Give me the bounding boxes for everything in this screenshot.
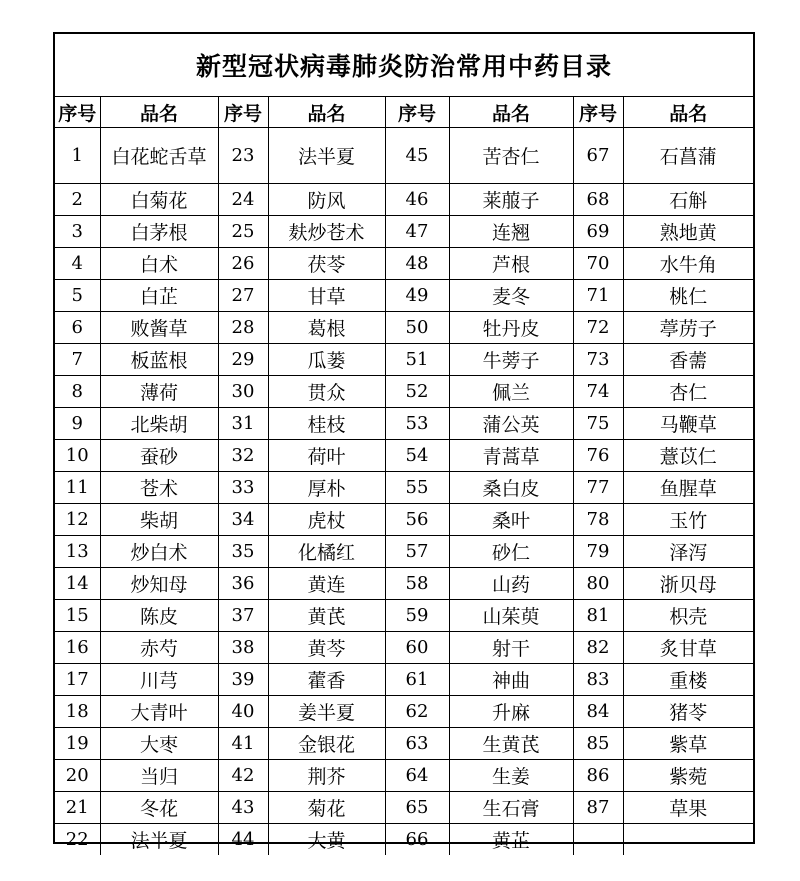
item-number: 81 (573, 600, 623, 632)
medicine-name: 薏苡仁 (623, 440, 753, 472)
item-number: 53 (385, 408, 449, 440)
medicine-name: 败酱草 (100, 312, 218, 344)
item-number: 83 (573, 664, 623, 696)
item-number (573, 824, 623, 856)
item-number: 22 (55, 824, 100, 856)
medicine-name: 猪苓 (623, 696, 753, 728)
medicine-name: 姜半夏 (268, 696, 385, 728)
item-number: 41 (218, 728, 268, 760)
medicine-name: 白花蛇舌草 (100, 128, 218, 184)
medicine-name: 鱼腥草 (623, 472, 753, 504)
table-row (55, 760, 753, 792)
header-name: 品名 (623, 97, 753, 128)
item-number: 42 (218, 760, 268, 792)
medicine-name: 菊花 (268, 792, 385, 824)
medicine-name: 黄芷 (449, 824, 573, 856)
item-number: 64 (385, 760, 449, 792)
table-row (55, 376, 753, 408)
medicine-name: 苍术 (100, 472, 218, 504)
medicine-name: 川芎 (100, 664, 218, 696)
medicine-name: 藿香 (268, 664, 385, 696)
item-number: 18 (55, 696, 100, 728)
medicine-name: 枳壳 (623, 600, 753, 632)
medicine-name: 当归 (100, 760, 218, 792)
item-number: 33 (218, 472, 268, 504)
medicine-name: 炒知母 (100, 568, 218, 600)
medicine-name: 生黄芪 (449, 728, 573, 760)
item-number: 19 (55, 728, 100, 760)
item-number: 29 (218, 344, 268, 376)
medicine-name: 葶苈子 (623, 312, 753, 344)
medicine-name: 赤芍 (100, 632, 218, 664)
item-number: 26 (218, 248, 268, 280)
item-number: 87 (573, 792, 623, 824)
medicine-name: 荆芥 (268, 760, 385, 792)
item-number: 62 (385, 696, 449, 728)
table-row (55, 128, 753, 184)
medicine-name: 北柴胡 (100, 408, 218, 440)
medicine-name: 黄连 (268, 568, 385, 600)
item-number: 10 (55, 440, 100, 472)
medicine-name: 炙甘草 (623, 632, 753, 664)
medicine-name: 玉竹 (623, 504, 753, 536)
item-number: 49 (385, 280, 449, 312)
table-row (55, 568, 753, 600)
item-number: 44 (218, 824, 268, 856)
item-number: 23 (218, 128, 268, 184)
medicine-name: 大青叶 (100, 696, 218, 728)
item-number: 3 (55, 216, 100, 248)
medicine-name: 虎杖 (268, 504, 385, 536)
item-number: 50 (385, 312, 449, 344)
item-number: 67 (573, 128, 623, 184)
item-number: 13 (55, 536, 100, 568)
header-number: 序号 (385, 97, 449, 128)
item-number: 1 (55, 128, 100, 184)
item-number: 35 (218, 536, 268, 568)
medicine-name: 重楼 (623, 664, 753, 696)
item-number: 74 (573, 376, 623, 408)
medicine-name (623, 824, 753, 856)
item-number: 45 (385, 128, 449, 184)
medicine-name: 芦根 (449, 248, 573, 280)
item-number: 66 (385, 824, 449, 856)
medicine-name: 茯苓 (268, 248, 385, 280)
item-number: 31 (218, 408, 268, 440)
table-row (55, 696, 753, 728)
table-row (55, 632, 753, 664)
item-number: 36 (218, 568, 268, 600)
medicine-name: 苦杏仁 (449, 128, 573, 184)
medicine-name: 甘草 (268, 280, 385, 312)
medicine-name: 防风 (268, 184, 385, 216)
medicine-name: 大黄 (268, 824, 385, 856)
medicine-name: 泽泻 (623, 536, 753, 568)
item-number: 69 (573, 216, 623, 248)
table-row (55, 440, 753, 472)
medicine-name: 草果 (623, 792, 753, 824)
medicine-name: 白术 (100, 248, 218, 280)
medicine-name: 金银花 (268, 728, 385, 760)
table-row (55, 408, 753, 440)
medicine-name: 柴胡 (100, 504, 218, 536)
medicine-name: 牛蒡子 (449, 344, 573, 376)
item-number: 51 (385, 344, 449, 376)
medicine-name: 厚朴 (268, 472, 385, 504)
medicine-name: 牡丹皮 (449, 312, 573, 344)
item-number: 75 (573, 408, 623, 440)
header-number: 序号 (218, 97, 268, 128)
item-number: 7 (55, 344, 100, 376)
item-number: 14 (55, 568, 100, 600)
table-row (55, 344, 753, 376)
item-number: 57 (385, 536, 449, 568)
item-number: 46 (385, 184, 449, 216)
item-number: 38 (218, 632, 268, 664)
item-number: 43 (218, 792, 268, 824)
item-number: 58 (385, 568, 449, 600)
table-row (55, 280, 753, 312)
medicine-name: 法半夏 (268, 128, 385, 184)
item-number: 27 (218, 280, 268, 312)
medicine-name: 蒲公英 (449, 408, 573, 440)
item-number: 85 (573, 728, 623, 760)
item-number: 71 (573, 280, 623, 312)
item-number: 15 (55, 600, 100, 632)
item-number: 21 (55, 792, 100, 824)
item-number: 25 (218, 216, 268, 248)
medicine-name: 香薷 (623, 344, 753, 376)
medicine-name: 水牛角 (623, 248, 753, 280)
table-row (55, 536, 753, 568)
item-number: 56 (385, 504, 449, 536)
medicine-name: 山茱萸 (449, 600, 573, 632)
header-number: 序号 (573, 97, 623, 128)
header-number: 序号 (55, 97, 100, 128)
medicine-name: 桃仁 (623, 280, 753, 312)
medicine-name: 青蒿草 (449, 440, 573, 472)
item-number: 40 (218, 696, 268, 728)
medicine-name: 白茅根 (100, 216, 218, 248)
medicine-name: 连翘 (449, 216, 573, 248)
medicine-name: 大枣 (100, 728, 218, 760)
item-number: 61 (385, 664, 449, 696)
table-row (55, 248, 753, 280)
medicine-name: 紫菀 (623, 760, 753, 792)
table-row (55, 728, 753, 760)
item-number: 2 (55, 184, 100, 216)
table-row (55, 184, 753, 216)
item-number: 17 (55, 664, 100, 696)
medicine-name: 贯众 (268, 376, 385, 408)
item-number: 34 (218, 504, 268, 536)
header-name: 品名 (268, 97, 385, 128)
medicine-name: 薄荷 (100, 376, 218, 408)
medicine-name: 荷叶 (268, 440, 385, 472)
medicine-name: 白菊花 (100, 184, 218, 216)
medicine-name: 板蓝根 (100, 344, 218, 376)
medicine-name: 蚕砂 (100, 440, 218, 472)
item-number: 73 (573, 344, 623, 376)
item-number: 78 (573, 504, 623, 536)
item-number: 9 (55, 408, 100, 440)
item-number: 54 (385, 440, 449, 472)
table-row (55, 312, 753, 344)
medicine-name: 瓜蒌 (268, 344, 385, 376)
item-number: 76 (573, 440, 623, 472)
item-number: 82 (573, 632, 623, 664)
item-number: 70 (573, 248, 623, 280)
medicine-name: 化橘红 (268, 536, 385, 568)
table-body (55, 128, 753, 856)
medicine-name: 黄芩 (268, 632, 385, 664)
header-name: 品名 (100, 97, 218, 128)
medicine-name: 桑白皮 (449, 472, 573, 504)
item-number: 52 (385, 376, 449, 408)
medicine-name: 麦冬 (449, 280, 573, 312)
medicine-name: 陈皮 (100, 600, 218, 632)
item-number: 28 (218, 312, 268, 344)
item-number: 77 (573, 472, 623, 504)
item-number: 24 (218, 184, 268, 216)
medicine-name: 浙贝母 (623, 568, 753, 600)
table-row (55, 504, 753, 536)
item-number: 65 (385, 792, 449, 824)
item-number: 30 (218, 376, 268, 408)
item-number: 84 (573, 696, 623, 728)
item-number: 72 (573, 312, 623, 344)
table-row (55, 792, 753, 824)
catalog-title: 新型冠状病毒肺炎防治常用中药目录 (55, 34, 753, 97)
medicine-name: 佩兰 (449, 376, 573, 408)
medicine-name: 黄芪 (268, 600, 385, 632)
item-number: 48 (385, 248, 449, 280)
medicine-name: 射干 (449, 632, 573, 664)
item-number: 11 (55, 472, 100, 504)
medicine-name: 砂仁 (449, 536, 573, 568)
item-number: 37 (218, 600, 268, 632)
item-number: 12 (55, 504, 100, 536)
item-number: 4 (55, 248, 100, 280)
item-number: 86 (573, 760, 623, 792)
item-number: 80 (573, 568, 623, 600)
table-row (55, 664, 753, 696)
table-row (55, 216, 753, 248)
medicine-name: 冬花 (100, 792, 218, 824)
medicine-name: 炒白术 (100, 536, 218, 568)
table-row (55, 600, 753, 632)
medicine-name: 葛根 (268, 312, 385, 344)
medicine-name: 石菖蒲 (623, 128, 753, 184)
header-row (55, 97, 753, 128)
item-number: 55 (385, 472, 449, 504)
header-name: 品名 (449, 97, 573, 128)
medicine-name: 生姜 (449, 760, 573, 792)
table-row (55, 472, 753, 504)
item-number: 20 (55, 760, 100, 792)
item-number: 5 (55, 280, 100, 312)
medicine-name: 桂枝 (268, 408, 385, 440)
item-number: 39 (218, 664, 268, 696)
item-number: 79 (573, 536, 623, 568)
medicine-name: 神曲 (449, 664, 573, 696)
item-number: 16 (55, 632, 100, 664)
item-number: 6 (55, 312, 100, 344)
item-number: 47 (385, 216, 449, 248)
item-number: 59 (385, 600, 449, 632)
medicine-catalog-sheet (53, 32, 755, 852)
item-number: 32 (218, 440, 268, 472)
medicine-name: 石斛 (623, 184, 753, 216)
medicine-name: 法半夏 (100, 824, 218, 856)
medicine-name: 紫草 (623, 728, 753, 760)
item-number: 68 (573, 184, 623, 216)
table-row (55, 824, 753, 856)
medicine-name: 杏仁 (623, 376, 753, 408)
item-number: 60 (385, 632, 449, 664)
medicine-table (55, 97, 753, 855)
medicine-name: 莱菔子 (449, 184, 573, 216)
medicine-name: 升麻 (449, 696, 573, 728)
medicine-name: 山药 (449, 568, 573, 600)
medicine-name: 桑叶 (449, 504, 573, 536)
medicine-name: 白芷 (100, 280, 218, 312)
item-number: 63 (385, 728, 449, 760)
medicine-name: 熟地黄 (623, 216, 753, 248)
medicine-name: 生石膏 (449, 792, 573, 824)
item-number: 8 (55, 376, 100, 408)
medicine-name: 马鞭草 (623, 408, 753, 440)
medicine-name: 麸炒苍术 (268, 216, 385, 248)
